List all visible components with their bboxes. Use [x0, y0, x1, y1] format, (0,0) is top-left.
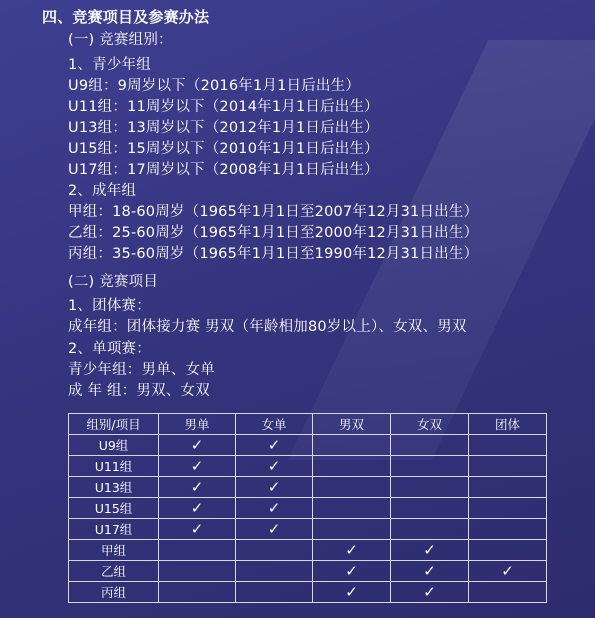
empty-cell	[313, 435, 391, 456]
team-desc: 成年组：团体接力赛 男双（年龄相加80岁以上）、女双、男双	[68, 319, 467, 335]
check-icon: ✓	[159, 456, 236, 477]
check-icon: ✓	[313, 561, 391, 582]
check-icon: ✓	[236, 435, 313, 456]
header-mens-singles: 男单	[159, 414, 236, 435]
single-youth: 青少年组：男单、女单	[68, 362, 215, 378]
youth-title: 1、青少年组	[68, 57, 151, 73]
empty-cell	[391, 519, 469, 540]
single-adult: 成 年 组：男双、女双	[68, 383, 210, 399]
empty-cell	[469, 435, 547, 456]
table-header-row	[69, 414, 547, 435]
header-team: 团体	[469, 414, 547, 435]
check-icon: ✓	[313, 540, 391, 561]
youth-group-u13: U13组：13周岁以下（2012年1月1日后出生）	[68, 120, 379, 136]
check-icon: ✓	[391, 561, 469, 582]
header-group: 组别/项目	[69, 414, 159, 435]
empty-cell	[469, 456, 547, 477]
check-icon: ✓	[391, 582, 469, 603]
check-icon: ✓	[159, 519, 236, 540]
section-title: 四、竞赛项目及参赛办法	[42, 8, 210, 26]
check-icon: ✓	[159, 435, 236, 456]
header-womens-doubles: 女双	[391, 414, 469, 435]
check-icon: ✓	[236, 519, 313, 540]
table-row	[69, 456, 547, 477]
check-icon: ✓	[391, 540, 469, 561]
check-icon: ✓	[159, 498, 236, 519]
adult-group-a: 甲组：18-60周岁（1965年1月1日至2007年12月31日出生）	[68, 204, 479, 220]
empty-cell	[313, 498, 391, 519]
empty-cell	[313, 519, 391, 540]
adult-title: 2、成年组	[68, 183, 137, 199]
single-title: 2、单项赛：	[68, 341, 151, 357]
empty-cell	[236, 582, 313, 603]
check-icon: ✓	[236, 456, 313, 477]
check-icon: ✓	[159, 477, 236, 498]
empty-cell	[236, 540, 313, 561]
empty-cell	[469, 477, 547, 498]
check-icon: ✓	[236, 477, 313, 498]
events-table	[68, 413, 547, 603]
youth-group-u15: U15组：15周岁以下（2010年1月1日后出生）	[68, 141, 379, 157]
part2-title: (二) 竞赛项目	[68, 274, 159, 290]
check-icon: ✓	[236, 498, 313, 519]
youth-group-u17: U17组：17周岁以下（2008年1月1日后出生）	[68, 162, 379, 178]
empty-cell	[313, 456, 391, 477]
table-row	[69, 435, 547, 456]
youth-group-u11: U11组：11周岁以下（2014年1月1日后出生）	[68, 99, 379, 115]
row-group-label: 乙组	[69, 561, 159, 582]
empty-cell	[159, 540, 236, 561]
youth-group-u9: U9组：9周岁以下（2016年1月1日后出生）	[68, 78, 361, 94]
row-group-label: U17组	[69, 519, 159, 540]
adult-group-c: 丙组：35-60周岁（1965年1月1日至1990年12月31日出生）	[68, 246, 479, 262]
row-group-label: U15组	[69, 498, 159, 519]
empty-cell	[469, 540, 547, 561]
table-row	[69, 582, 547, 603]
row-group-label: U11组	[69, 456, 159, 477]
row-group-label: 甲组	[69, 540, 159, 561]
empty-cell	[391, 435, 469, 456]
empty-cell	[469, 498, 547, 519]
check-icon: ✓	[313, 582, 391, 603]
row-group-label: U13组	[69, 477, 159, 498]
empty-cell	[159, 561, 236, 582]
empty-cell	[159, 582, 236, 603]
empty-cell	[313, 477, 391, 498]
table-row	[69, 540, 547, 561]
empty-cell	[469, 519, 547, 540]
empty-cell	[469, 582, 547, 603]
header-womens-singles: 女单	[236, 414, 313, 435]
empty-cell	[391, 477, 469, 498]
table-row	[69, 519, 547, 540]
adult-group-b: 乙组：25-60周岁（1965年1月1日至2000年12月31日出生）	[68, 225, 479, 241]
part1-title: (一) 竞赛组别：	[68, 32, 173, 48]
header-mens-doubles: 男双	[313, 414, 391, 435]
team-title: 1、团体赛：	[68, 298, 151, 314]
row-group-label: U9组	[69, 435, 159, 456]
table-row	[69, 477, 547, 498]
row-group-label: 丙组	[69, 582, 159, 603]
empty-cell	[236, 561, 313, 582]
table-row	[69, 498, 547, 519]
empty-cell	[391, 498, 469, 519]
table-row	[69, 561, 547, 582]
empty-cell	[391, 456, 469, 477]
check-icon: ✓	[469, 561, 547, 582]
